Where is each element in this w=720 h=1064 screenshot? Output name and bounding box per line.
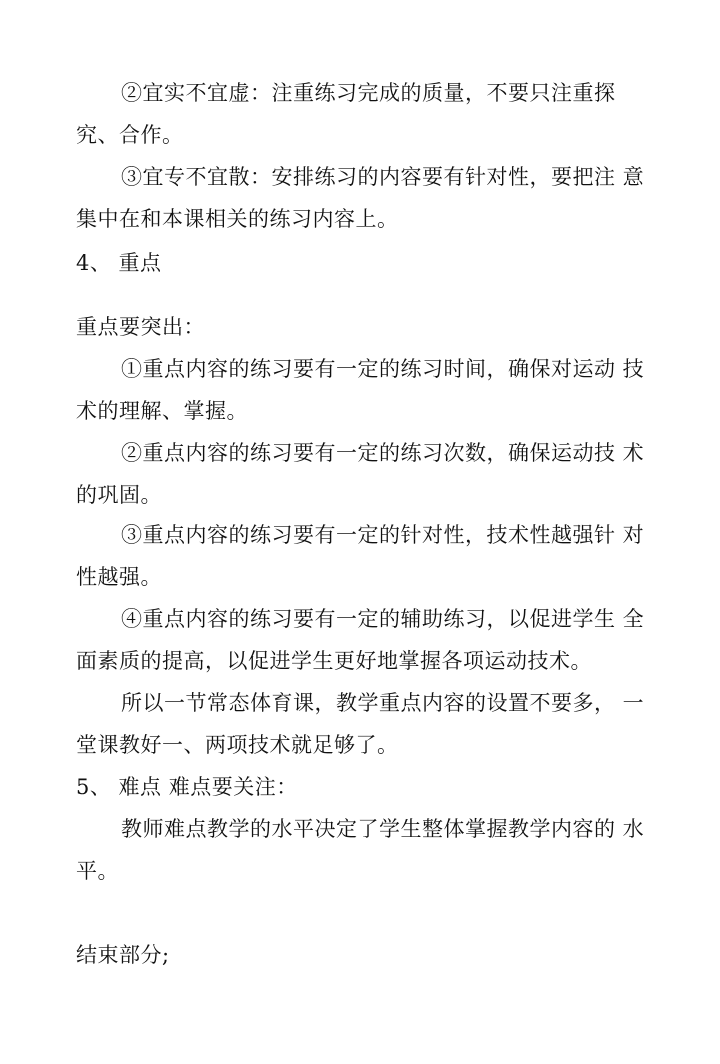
paragraph-line: ③宜专不宜散：安排练习的内容要有针对性，要把注 意 [121,165,645,189]
paragraph-line: 究、合作。 [76,123,184,147]
paragraph-line: 教师难点教学的水平决定了学生整体掌握教学内容的 水 [121,817,645,841]
section-heading: 5、 难点 难点要关注： [76,775,298,799]
section-heading: 4、 重点 [76,251,162,275]
paragraph-line: 面素质的提高，以促进学生更好地掌握各项运动技术。 [76,649,592,673]
paragraph-line: ②宜实不宜虚：注重练习完成的质量，不要只注重探 [121,81,616,105]
paragraph-line: 的巩固。 [76,483,162,507]
paragraph-line: ④重点内容的练习要有一定的辅助练习，以促进学生 全 [121,607,645,631]
section-heading: 结束部分; [76,943,170,967]
paragraph-line: 集中在和本课相关的练习内容上。 [76,207,399,231]
paragraph-line: 重点要突出： [76,315,205,339]
paragraph-line: 性越强。 [76,565,162,589]
paragraph-line: 堂课教好一、两项技术就足够了。 [76,733,399,757]
paragraph-line: ②重点内容的练习要有一定的练习次数，确保运动技 术 [121,441,645,465]
paragraph-line: 平。 [76,859,119,883]
paragraph-line: 术的理解、掌握。 [76,399,248,423]
paragraph-line: ①重点内容的练习要有一定的练习时间，确保对运动 技 [121,357,645,381]
paragraph-line: 所以一节常态体育课，教学重点内容的设置不要多， 一 [121,691,645,715]
paragraph-line: ③重点内容的练习要有一定的针对性，技术性越强针 对 [121,523,645,547]
